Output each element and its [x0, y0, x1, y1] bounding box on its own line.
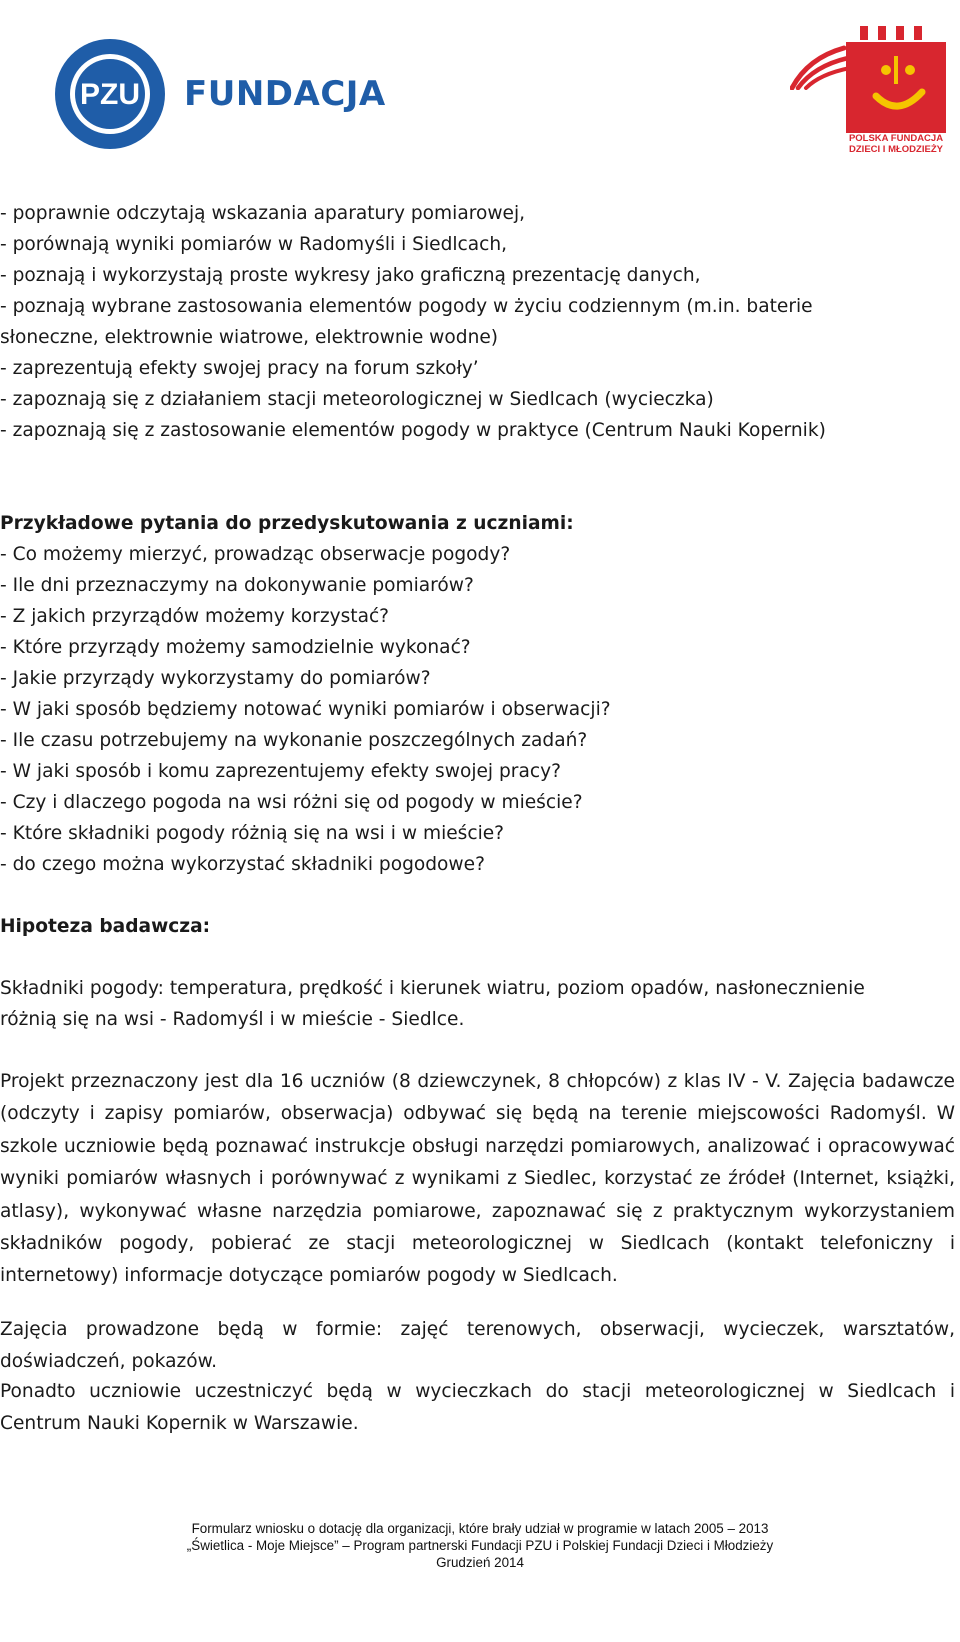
trips-paragraph: Ponadto uczniowie uczestniczyć będą w wycieczkach do stacji meteorologicznej w Siedlcach i Centrum Nauki Kopernik w Warszawie.	[0, 1381, 955, 1435]
footer-line1: Formularz wniosku o dotację dla organizacji, które brały udział w programie w latach 2005 – 2013	[191, 1521, 769, 1536]
goal-line: - zapoznają się z zastosowanie elementów pogody w praktyce (Centrum Nauki Kopernik)	[0, 420, 826, 441]
hypothesis-line: różnią się na wsi - Radomyśl i w mieście - Siedlce.	[0, 1009, 465, 1030]
question-line: - Ile dni przeznaczymy na dokonywanie pomiarów?	[0, 575, 474, 596]
pfdm-caption	[836, 133, 956, 155]
pfdm-caption-line1: POLSKA FUNDACJA	[848, 133, 944, 144]
goal-line: - zapoznają się z działaniem stacji meteorologicznej w Siedlcach (wycieczka)	[0, 389, 714, 410]
footer-line2: „Świetlica - Moje Miejsce” – Program partnerski Fundacji PZU i Polskiej Fundacji Dzieci i Młodzieży	[186, 1538, 774, 1553]
footer	[0, 1520, 960, 1571]
question-line: - Co możemy mierzyć, prowadząc obserwacje pogody?	[0, 544, 511, 565]
question-line: - Ile czasu potrzebujemy na wykonanie poszczególnych zadań?	[0, 730, 588, 751]
footer-line3: Grudzień 2014	[436, 1555, 524, 1570]
question-line: - W jaki sposób i komu zaprezentujemy efekty swojej pracy?	[0, 761, 561, 782]
question-line: - Które składniki pogody różnią się na wsi i w mieście?	[0, 823, 505, 844]
goal-line: - porównają wyniki pomiarów w Radomyśli i Siedlcach,	[0, 234, 508, 255]
pzu-fundacja-logo	[54, 38, 386, 150]
forms-paragraph: Zajęcia prowadzone będą w formie: zajęć terenowych, obserwacji, wycieczek, warsztatów, doświadczeń, pokazów.	[0, 1319, 955, 1373]
project-paragraph: Projekt przeznaczony jest dla 16 uczniów (8 dziewczynek, 8 chłopców) z klas IV - V. Zajęcia badawcze (odczyty i zapisy pomiarów, obserwacja) odbywać się będą na terenie miejscowości Radomyśl. W szkole uczniowie będą poznawać instrukcje obsługi narzędzi pomiarowych, analizować i opracowywać wyniki pomiarów własnych i porównywać z wynikami z Siedlec, korzystać ze źródeł (Internet, książki, atlasy), wykonywać własne narzędzia pomiarowe, zapoznawać się z praktycznym wykorzystaniem składników pogody, pobierać ze stacji meteorologicznej w Siedlcach (kontakt telefoniczny i internetowy) informacje dotyczące pomiarów pogody w Siedlcach.	[0, 1071, 955, 1287]
goal-line: - poznają wybrane zastosowania elementów pogody w życiu codziennym (m.in. baterie	[0, 296, 813, 317]
pzu-fundacja-word: FUNDACJA	[184, 74, 386, 114]
hypothesis-heading: Hipoteza badawcza:	[0, 916, 211, 937]
goal-line: słoneczne, elektrownie wiatrowe, elektrownie wodne)	[0, 327, 499, 348]
goal-line: - poprawnie odczytają wskazania aparatury pomiarowej,	[0, 203, 526, 224]
question-line: - W jaki sposób będziemy notować wyniki pomiarów i obserwacji?	[0, 699, 611, 720]
question-line: - Z jakich przyrządów możemy korzystać?	[0, 606, 390, 627]
questions-heading: Przykładowe pytania do przedyskutowania z uczniami:	[0, 513, 574, 534]
question-line: - Które przyrządy możemy samodzielnie wykonać?	[0, 637, 471, 658]
pfdm-smiley-icon	[846, 26, 946, 133]
pzu-mark-text: PZU	[80, 78, 140, 111]
goal-line: - zaprezentują efekty swojej pracy na forum szkoły’	[0, 358, 479, 379]
pzu-emblem-icon	[54, 38, 166, 150]
goal-line: - poznają i wykorzystają proste wykresy jako graficzną prezentację danych,	[0, 265, 701, 286]
question-line: - Jakie przyrządy wykorzystamy do pomiarów?	[0, 668, 431, 689]
pfdm-logo	[790, 6, 956, 156]
pfdm-stripes-icon	[790, 44, 852, 90]
question-line: - do czego można wykorzystać składniki pogodowe?	[0, 854, 485, 875]
pfdm-caption-line2: DZIECI I MŁODZIEŻY	[849, 144, 943, 155]
hypothesis-line: Składniki pogody: temperatura, prędkość i kierunek wiatru, poziom opadów, nasłonecznienie	[0, 978, 865, 999]
question-line: - Czy i dlaczego pogoda na wsi różni się od pogody w mieście?	[0, 792, 583, 813]
